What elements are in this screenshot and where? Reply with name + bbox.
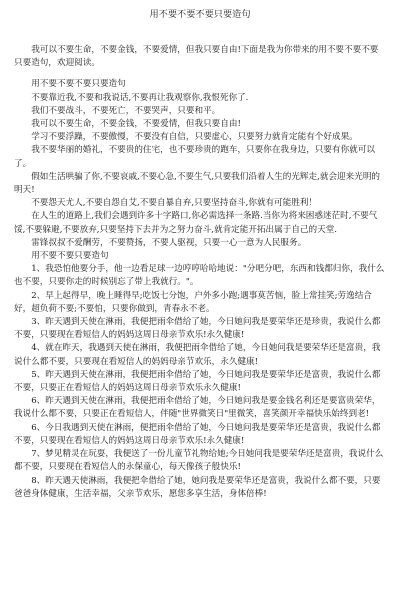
- sentence-line: 我们不要战斗，不要死亡，不要哭声，只要和平。: [31, 105, 221, 116]
- numbered-sentence: 7、梦见精灵在玩耍，我便送了一份儿童节礼物给她;今日她问我是要荣华还是富贵，我说什么都不要，只要现在看短信人的永保童心，每天像孩子般快乐!: [14, 449, 384, 473]
- sentence-line: 不要靠近我,不要和我说话,不要再让我观察你,我恨死你了.: [31, 92, 249, 103]
- section-heading: 用不要不要不要只要造句: [31, 79, 126, 90]
- section-heading: 用不要不要只要造句: [31, 251, 109, 262]
- numbered-sentence: 5、昨天遇到天使在淋雨，我便把雨伞借给了她，今日她问我是要荣华还是富贵，我说什么都不要，只要正在看短信人的妈妈这周日母亲节欢乐永久健康!: [14, 369, 381, 394]
- sentence-line: 不要怨天尤人,不要自怨自艾,不要自暴自弃,只要坚持奋斗,你就有可能胜利！: [31, 198, 318, 209]
- sentence-line: 我可以不要生命，不要金钱，不要爱情，但我只要自由!: [31, 119, 241, 130]
- numbered-sentence: 4、就在昨天，我遇到天使在淋雨，我便把雨伞借给了她，今日她问我是要荣华还是富贵，我说什么都不要，只要现在看短信人的妈妈母亲节欢乐，永久健康!: [14, 343, 381, 367]
- numbered-sentence: 6、今日我遇到天使在淋雨，便把雨伞借给了她，今日她问我是要荣华还是富贵，我说什么都不要，只要现在看短信人的妈妈这周日母亲节欢乐!永久健康!: [14, 422, 381, 446]
- document-title: 用不要不要不要只要造句: [149, 9, 251, 20]
- numbered-sentence: 2、早上起得早，晚上睡得早;吃饭七分饱，户外多小跑;遇事莫苦恼，脸上常挂笑;劳逸结合好，超负荷不要;不要怕，只要你做到，青春永不老。: [14, 290, 372, 314]
- sentence-line: 假如生活哄骗了你,不要哀戚,不要心急,不要生气,只要我们沿着人生的光辉走,就会迎来光明的明天!: [14, 171, 381, 196]
- sentence-line: 雷锋叔叔不爱酬劳，不要赞扬，不要人驱视，只要一心一意为人民服务。: [31, 237, 307, 248]
- numbered-sentence: 1、我恐怕他要分手，他一边看足球一边哼哼哈哈地说："分吧分吧，东西和钱都归你，我什么也不要，只要你走的时候别忘了带上我就行。"。: [14, 264, 385, 288]
- numbered-sentence: 6、昨天遇到天使在淋雨，我便把雨伞借给了她，今日她问我是要金钱名利还是要富贵荣华，我说什么都不要，只要正在看短信人，伴随"世界微笑日"里微笑，喜笑颜开幸福快乐始终到老!: [14, 396, 381, 420]
- sentence-line: 学习不要浮躁，不要傲慢，不要没有自信，只要虚心，只要努力就肯定能有个好成果。: [31, 132, 358, 143]
- intro-paragraph: 我可以不要生命，不要金钱，不要爱情，但我只要自由!下面是我为你带来的用不要不要不要只要造句，欢迎阅读。: [14, 45, 379, 69]
- numbered-sentence: 8、昨天遇天使淋雨，我便把伞借给了她，她问我是要荣华还是富贵，我说什么都不要，只要爸爸身体健康，生活幸福，父亲节欢乐，愿您多享生活，身体倍棒!: [14, 475, 381, 499]
- sentence-line: 在人生的道路上,我们会遇到许多十字路口,你必需选择一条路.当你为将来困惑迷茫时,不要气馁,不要躲避,不要放弃,只要坚持下去并为之努力奋斗,就肯定能开拓出属于自己的天堂.: [14, 211, 378, 235]
- numbered-sentence: 3、昨天遇到天使在淋雨，我便把雨伞借给了她，今日她问我是要荣华还是珍贵，我说什么都不要，只要现在看短信人的妈妈这周日母亲节欢乐!永久健康!: [14, 317, 381, 341]
- sentence-line: 我不要华丽的婚礼，不要贵的住宅，也不要珍贵的跑车，只要你在我身边，只要有你就可以了。: [14, 145, 375, 169]
